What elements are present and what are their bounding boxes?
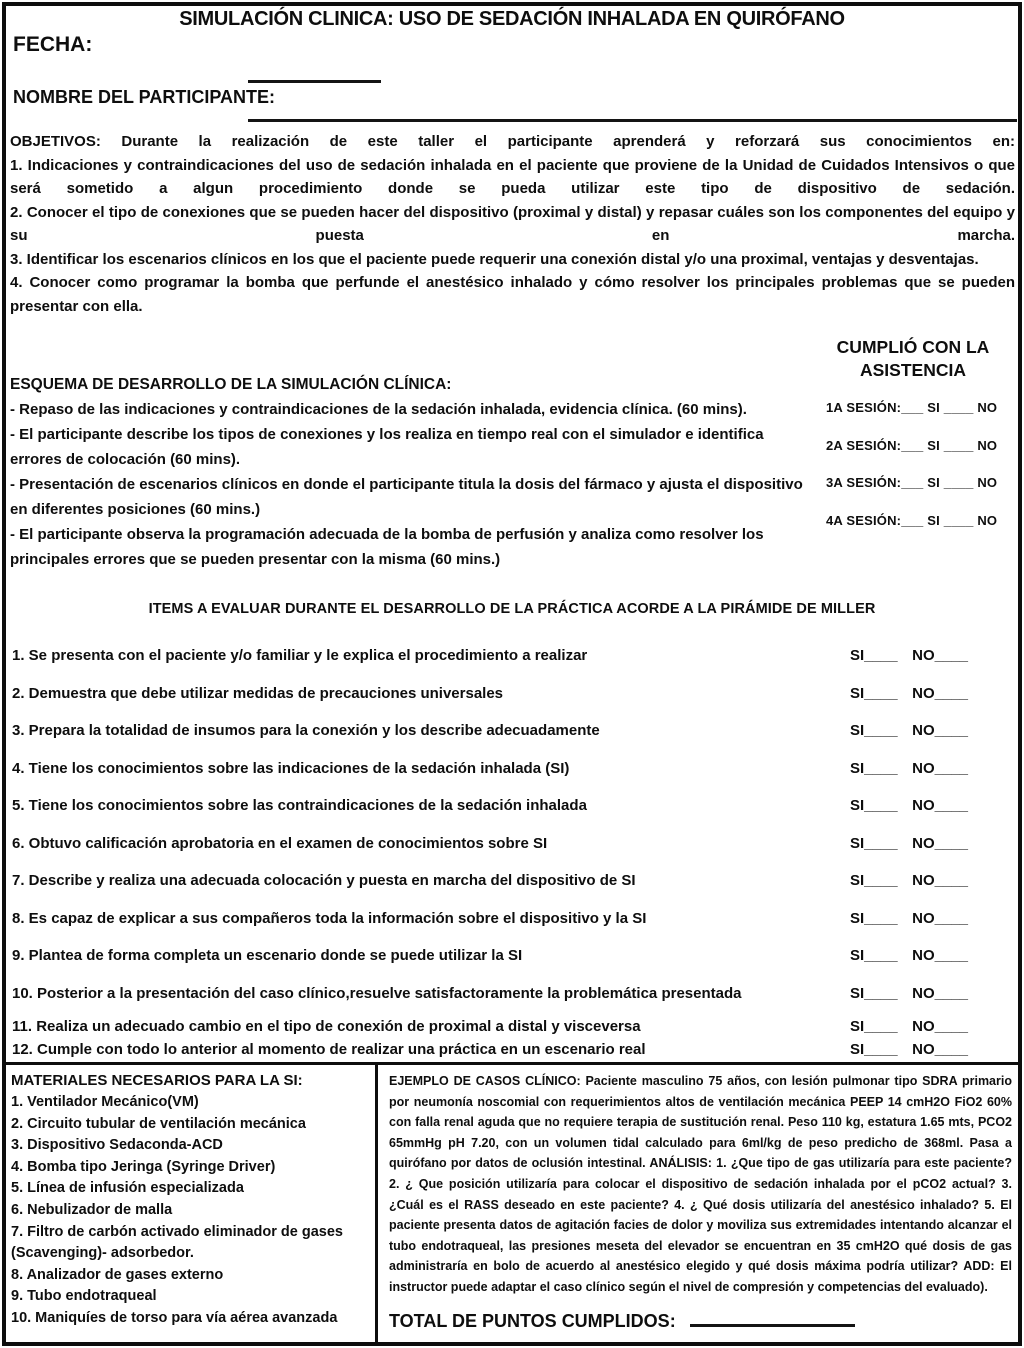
eval-item-text: 1. Se presenta con el paciente y/o familiar y le explica el procedimiento a realizar — [12, 647, 588, 664]
attendance-section — [808, 336, 1018, 549]
eval-item-row — [12, 907, 968, 930]
scheme-item-2: - El participante describe los tipos de conexiones y los realiza en tiempo real con el simulador e identifica errores de colocación (60 mins). — [10, 426, 764, 468]
no-blank: NO____ — [912, 684, 968, 702]
si-no-blanks — [850, 944, 968, 967]
materials-section — [2, 1065, 378, 1346]
no-blank: NO____ — [912, 759, 968, 777]
si-no-blanks — [850, 869, 968, 892]
no-blank: NO____ — [912, 797, 968, 814]
scheme-item-1: - Repaso de las indicaciones y contraindicaciones de la sedación inhalada, evidencia clínica. (60 mins). — [10, 401, 747, 418]
material-item-10: 10. Maniquíes de torso para vía aérea avanzada — [11, 1309, 338, 1326]
scheme-item-3: - Presentación de escenarios clínicos en donde el participante titula la dosis del fármaco y ajusta el dispositivo en diferentes posiciones (60 mins.) — [10, 476, 803, 518]
no-blank: NO____ — [912, 647, 968, 664]
eval-item-text: 12. Cumple con todo lo anterior al momento de realizar una práctica en un escenario real — [12, 1040, 646, 1058]
eval-item-text: 8. Es capaz de explicar a sus compañeros toda la información sobre el dispositivo y la SI — [12, 909, 647, 927]
no-blank: NO____ — [912, 947, 968, 964]
development-scheme-title: ESQUEMA DE DESARROLLO DE LA SIMULACIÓN CLÍNICA: — [10, 376, 452, 393]
material-item-4: 4. Bomba tipo Jeringa (Syringe Driver) — [11, 1158, 276, 1175]
si-blank: SI____ — [850, 1017, 898, 1035]
eval-item-row — [12, 794, 968, 817]
clinical-case-text — [389, 1071, 1012, 1298]
date-fill-line — [248, 80, 381, 83]
eval-item-row — [12, 832, 968, 855]
page-title: SIMULACIÓN CLINICA: USO DE SEDACIÓN INHALADA EN QUIRÓFANO — [179, 8, 845, 30]
material-item-1: 1. Ventilador Mecánico(VM) — [11, 1094, 199, 1110]
date-label: FECHA: — [13, 33, 93, 56]
eval-item-text: 3. Prepara la totalidad de insumos para la conexión y los describe adecuadamente — [12, 722, 600, 739]
eval-item-row — [12, 982, 968, 1005]
si-no-blanks — [850, 682, 968, 705]
si-blank: SI____ — [850, 909, 898, 927]
eval-item-text: 6. Obtuvo calificación aprobatoria en el examen de conocimientos sobre SI — [12, 834, 548, 852]
objectives-section — [10, 130, 1015, 318]
si-blank: SI____ — [850, 1040, 898, 1058]
scheme-item-4: - El participante observa la programación adecuada de la bomba de perfusión y analiza como resolver los principales errores que se pueden presentar con la misma (60 mins.) — [10, 526, 764, 568]
objective-item-2: 2. Conocer el tipo de conexiones que se pueden hacer del dispositivo (proximal y distal) y repasar cuáles son los componentes del equipo y su puesta en marcha. — [10, 203, 1015, 244]
eval-item-text: 4. Tiene los conocimientos sobre las indicaciones de la sedación inhalada (SI) — [12, 759, 570, 777]
material-item-7: 7. Filtro de carbón activado eliminador de gases (Scavenging)- adsorbedor. — [11, 1223, 343, 1262]
evaluation-items-title: ITEMS A EVALUAR DURANTE EL DESARROLLO DE LA PRÁCTICA ACORDE A LA PIRÁMIDE DE MILLER — [148, 601, 876, 617]
objectives-intro: OBJETIVOS: Durante la realización de este taller el participante aprenderá y reforzará sus conocimientos en: — [10, 133, 1015, 150]
eval-item-row — [12, 1015, 968, 1038]
eval-item-text: 11. Realiza un adecuado cambio en el tipo de conexión de proximal a distal y visceversa — [12, 1017, 641, 1035]
eval-item-row — [12, 757, 968, 780]
no-blank: NO____ — [912, 909, 968, 927]
participant-name-label: NOMBRE DEL PARTICIPANTE: — [13, 87, 276, 107]
development-scheme-section — [10, 372, 816, 572]
session-row-3: 3A SESIÓN:___ SI ____ NO — [826, 475, 998, 490]
eval-item-text: 2. Demuestra que debe utilizar medidas de precauciones universales — [12, 684, 504, 702]
si-blank: SI____ — [850, 834, 898, 852]
material-item-6: 6. Nebulizador de malla — [11, 1201, 173, 1218]
eval-item-row — [12, 944, 968, 967]
si-no-blanks — [850, 719, 968, 742]
session-row-1: 1A SESIÓN:___ SI ____ NO — [826, 400, 998, 415]
eval-item-row — [12, 644, 968, 667]
materials-title: MATERIALES NECESARIOS PARA LA SI: — [11, 1072, 303, 1089]
eval-item-text: 10. Posterior a la presentación del caso clínico,resuelve satisfactoramente la problemática presentada — [12, 984, 742, 1002]
session-list — [808, 399, 1018, 530]
no-blank: NO____ — [912, 1040, 968, 1058]
si-no-blanks — [850, 644, 968, 667]
si-blank: SI____ — [850, 647, 898, 664]
eval-item-row — [12, 719, 968, 742]
no-blank: NO____ — [912, 1017, 968, 1035]
clinical-case-section — [378, 1065, 1022, 1346]
si-no-blanks — [850, 1038, 968, 1061]
total-points-fill-line — [690, 1324, 855, 1327]
si-blank: SI____ — [850, 722, 898, 739]
objective-item-1: 1. Indicaciones y contraindicaciones del uso de sedación inhalada en el paciente que proviene de la Unidad de Cuidados Intensivos o que será sometido a algun procedimiento donde se pueda utilizar este tipo de dispositivo de sedación. — [10, 156, 1015, 197]
eval-item-text: 9. Plantea de forma completa un escenario donde se puede utilizar la SI — [12, 947, 523, 964]
material-item-9: 9. Tubo endotraqueal — [11, 1288, 157, 1305]
si-blank: SI____ — [850, 684, 898, 702]
objective-item-3: 3. Identificar los escenarios clínicos en los que el paciente puede requerir una conexión distal y/o una proximal, ventajas y desventajas. — [10, 250, 979, 268]
objective-item-4: 4. Conocer como programar la bomba que perfunde el anestésico inhalado y cómo resolver los principales problemas que se pueden presentar con ella. — [10, 274, 1015, 315]
eval-item-text: 5. Tiene los conocimientos sobre las contraindicaciones de la sedación inhalada — [12, 797, 587, 814]
session-row-2: 2A SESIÓN:___ SI ____ NO — [826, 437, 998, 453]
clinical-case-body: Paciente masculino 75 años, con lesión pulmonar tipo SDRA primario por neumonía noscomial con requerimientos altos de ventilación mecánica PEEP 14 cmH2O FiO2 60% con falla renal aguda que no requiere terapia de sustitución renal. Peso 110 kg, estatura 1.65 mts, PCO2 65mmHg pH 7.20, con un volumen tidal calculado para 6ml/kg de peso predicho de 368ml. Pasa a quirófano por datos de oclusión intestinal. ANÁLISIS: 1. ¿Que tipo de gas utilizaría para este paciente? 2. ¿ Que posición utilizaría para colocar el dispositivo de sedación inhalada por el pCO2 actual? 3. ¿Cuál es el RASS deseado en este paciente? 4. ¿ Qué dosis utilizaría del anestésico inhalado? 5. El paciente presenta datos de agitación facies de dolor y moviliza sus extremidades intentando alcanzar el tubo endotraqueal, las presiones meseta del elevador se encuentran en 35 cmH2O qué dosis de gas administraría en bolo de acuerdo al anestésico elegido y qué dosis máxima podría utilizar? ADD: El instructor puede adaptar el caso clínico según el nivel de compresión y competencias del evaluado). — [389, 1074, 1012, 1294]
eval-item-text: 7. Describe y realiza una adecuada colocación y puesta en marcha del dispositivo de SI — [12, 872, 636, 889]
evaluation-items-list — [12, 644, 968, 1075]
no-blank: NO____ — [912, 872, 968, 889]
participant-name-fill-line — [248, 119, 1017, 122]
si-blank: SI____ — [850, 797, 898, 814]
si-no-blanks — [850, 757, 968, 780]
si-no-blanks — [850, 907, 968, 930]
si-no-blanks — [850, 832, 968, 855]
si-blank: SI____ — [850, 947, 898, 964]
si-blank: SI____ — [850, 872, 898, 889]
si-blank: SI____ — [850, 759, 898, 777]
material-item-2: 2. Circuito tubular de ventilación mecánica — [11, 1115, 306, 1132]
eval-item-row — [12, 869, 968, 892]
si-blank: SI____ — [850, 984, 898, 1002]
session-row-4: 4A SESIÓN:___ SI ____ NO — [826, 512, 998, 528]
clinical-case-label: EJEMPLO DE CASOS CLÍNICO: — [389, 1074, 581, 1088]
material-item-3: 3. Dispositivo Sedaconda-ACD — [11, 1137, 223, 1154]
total-points-row — [389, 1311, 855, 1332]
attendance-title-line2: ASISTENCIA — [860, 360, 966, 380]
attendance-title-line1: CUMPLIÓ CON LA — [836, 337, 990, 357]
attendance-title — [808, 336, 1018, 382]
eval-item-row — [12, 682, 968, 705]
material-item-5: 5. Línea de infusión especializada — [11, 1180, 244, 1197]
material-item-8: 8. Analizador de gases externo — [11, 1266, 224, 1283]
si-no-blanks — [850, 982, 968, 1005]
bottom-section — [2, 1062, 1022, 1346]
total-points-label: TOTAL DE PUNTOS CUMPLIDOS: — [389, 1311, 676, 1331]
no-blank: NO____ — [912, 722, 968, 739]
no-blank: NO____ — [912, 984, 968, 1002]
si-no-blanks — [850, 794, 968, 817]
si-no-blanks — [850, 1015, 968, 1038]
no-blank: NO____ — [912, 834, 968, 852]
eval-item-row — [12, 1038, 968, 1061]
